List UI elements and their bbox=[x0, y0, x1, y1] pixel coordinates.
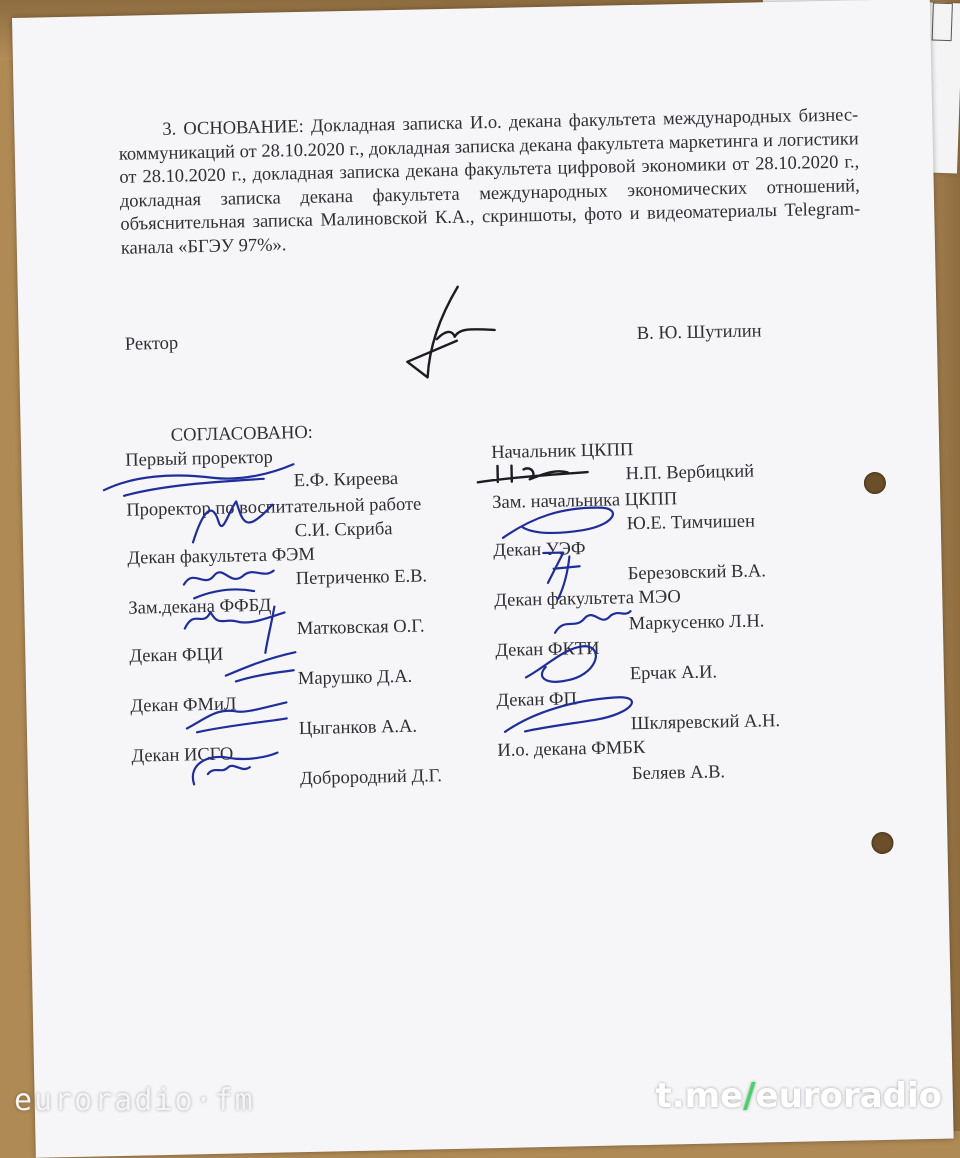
signature bbox=[492, 495, 633, 548]
punch-hole bbox=[864, 472, 886, 494]
approver-position: Декан ИСГО bbox=[131, 744, 234, 767]
approver-name: Н.П. Вербицкий bbox=[625, 461, 755, 485]
approver-position: Начальник ЦКПП bbox=[491, 440, 634, 464]
approver-name: Цыганков А.А. bbox=[298, 716, 418, 740]
approver-name: Петриченко Е.В. bbox=[295, 566, 428, 590]
approver-position: И.о. декана ФМБК bbox=[497, 737, 646, 761]
approver-position: Декан факультета МЭО bbox=[494, 587, 682, 612]
approver-position: Декан факультета ФЭМ bbox=[127, 544, 316, 569]
watermark-slash: / bbox=[743, 1076, 756, 1116]
signature bbox=[523, 542, 604, 604]
signature bbox=[176, 696, 297, 739]
approver-position: Декан ФЦИ bbox=[129, 644, 224, 667]
watermark-prefix: t.me bbox=[655, 1076, 744, 1116]
approver-position: Декан ФМиЛ bbox=[130, 694, 237, 717]
basis-paragraph: 3. ОСНОВАНИЕ: Докладная записка И.о. декана факультета международных бизнес-коммуникаций от 28.10.2020 г., докладная записка декана факультета маркетинга и логистики от 28.10.2020 г., докладная записка декана факультета цифровой экономики от 28.10.2020 г., докладная записка декана факультета международных экономических отношений, объяснительная записка Малиновской К.А., скриншоты, фото и видеоматериалы Telegram-канала «БГЭУ 97%». bbox=[118, 105, 861, 259]
approver-name: Е.Ф. Киреева bbox=[293, 469, 399, 492]
approver-name: Матковская О.Г. bbox=[296, 616, 425, 640]
approver-position: Декан ФП bbox=[496, 689, 578, 712]
background-paper-box bbox=[932, 2, 953, 41]
signature bbox=[494, 679, 655, 742]
approver-position: Декан УЭФ bbox=[493, 539, 586, 562]
approver-position: Проректор по воспитательной работе bbox=[126, 494, 422, 521]
euroradio-watermark-logo: euroradio·fm bbox=[14, 1083, 255, 1118]
approver-position: Декан ФКТИ bbox=[495, 638, 600, 662]
approver-name: Марушко Д.А. bbox=[297, 666, 413, 690]
approver-name: С.И. Скриба bbox=[294, 519, 393, 542]
signature bbox=[215, 644, 306, 686]
rector-title: Ректор bbox=[124, 333, 179, 355]
rector-name: В. Ю. Шутилин bbox=[636, 321, 762, 344]
approver-position: Зам. начальника ЦКПП bbox=[492, 489, 678, 514]
signature bbox=[177, 742, 288, 794]
approver-name: Беляев А.В. bbox=[631, 762, 726, 785]
signature bbox=[172, 490, 283, 552]
agreed-heading: СОГЛАСОВАНО: bbox=[170, 422, 314, 446]
document-page bbox=[12, 0, 954, 1158]
watermark-suffix: euroradio bbox=[755, 1076, 942, 1116]
rector-signature bbox=[398, 278, 510, 390]
approver-name: Ю.Е. Тимчишен bbox=[626, 511, 756, 535]
approver-name: Ерчак А.И. bbox=[629, 662, 718, 685]
approver-name: Маркусенко Л.Н. bbox=[628, 611, 765, 635]
signature bbox=[467, 454, 598, 493]
punch-hole bbox=[871, 832, 893, 854]
approver-position: Первый проректор bbox=[125, 447, 273, 471]
approver-name: Шкляревский А.Н. bbox=[630, 711, 781, 735]
approver-name: Доброродний Д.Г. bbox=[299, 766, 443, 790]
telegram-watermark bbox=[655, 1076, 942, 1116]
approver-position: Зам.декана ФФБД bbox=[128, 595, 272, 619]
approver-name: Березовский В.А. bbox=[627, 561, 767, 585]
